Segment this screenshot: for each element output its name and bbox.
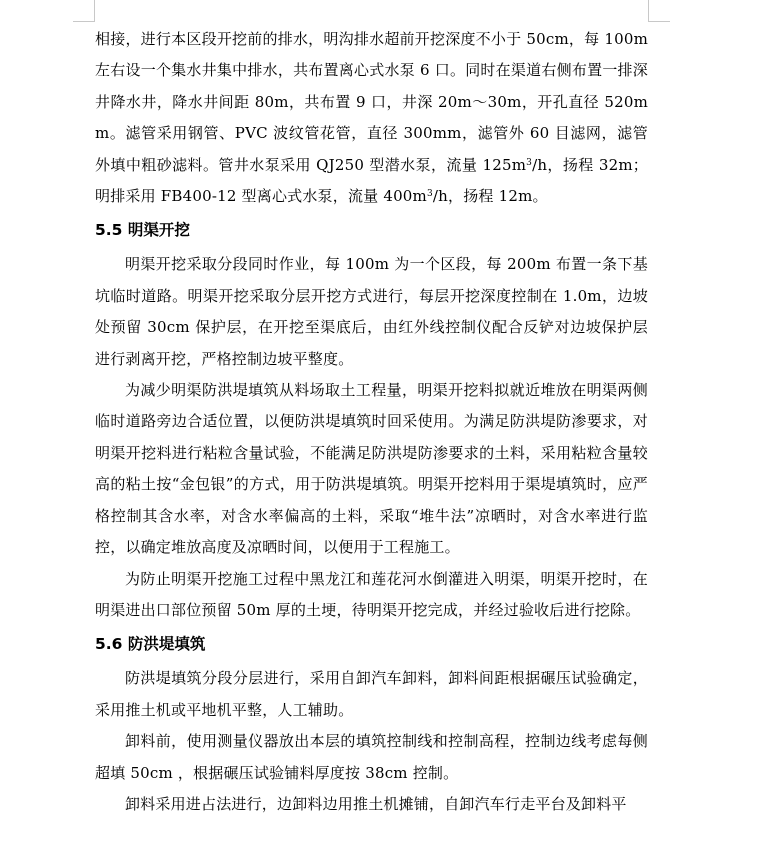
paragraph-5-6-2: 卸料前，使用测量仪器放出本层的填筑控制线和控制高程，控制边线考虑每侧超填 50cm ，根据碾压试验铺料厚度按 38cm 控制。 (95, 732, 648, 782)
superscript-cubic: 3 (426, 189, 433, 200)
superscript-cubic: 3 (526, 157, 533, 168)
section-heading-5-5: 5.5 明渠开挖 (95, 221, 190, 240)
paragraph-continued-text-end: /h，扬程 12m。 (432, 187, 548, 206)
paragraph-5-5-1: 明渠开挖采取分段同时作业，每 100m 为一个区段，每 200m 布置一条下基坑临时道路。明渠开挖采取分层开挖方式进行，每层开挖深度控制在 1.0m，边坡处预留 30cm 保护层，在开挖至渠底后，由红外线控制仪配合反铲对边坡保护层进行剥离开挖，严格控制边坡平整度。 (95, 255, 648, 368)
margin-corner-mark-left (73, 0, 95, 22)
paragraph-5-6-3: 卸料采用进占法进行，边卸料边用推土机摊铺，自卸汽车行走平台及卸料平 (125, 794, 627, 813)
document-body (95, 24, 648, 820)
paragraph-continued-text: 相接，进行本区段开挖前的排水，明沟排水超前开挖深度不小于 50cm，每 100m 左右设一个集水井集中排水，共布置离心式水泵 6 口。同时在渠道右侧布置一排深井降水井，降水井间距 80m，共布置 9 口，井深 20m～30m，开孔直径 520mm。滤管采用钢管、PVC 波纹管花管，直径 300mm，滤管外 60 目滤网，滤管外填中粗砂滤料。管井水泵采用 QJ250 型潜水泵，流量 125m (95, 30, 648, 174)
paragraph-5-5-2: 为减少明渠防洪堤填筑从料场取土工程量，明渠开挖料拟就近堆放在明渠两侧临时道路旁边合适位置，以便防洪堤填筑时回采使用。为满足防洪堤防渗要求，对明渠开挖料进行粘粒含量试验，不能满足防洪堤防渗要求的土料，采用粘粒含量较高的粘土按“金包银”的方式，用于防洪堤填筑。明渠开挖料用于渠堤填筑时，应严格控制其含水率，对含水率偏高的土料，采取“堆牛法”凉晒时，对含水率进行监控，以确定堆放高度及凉晒时间，以便用于工程施工。 (95, 381, 648, 557)
paragraph-continued-text-mid: /h，扬程 32m；明排采用 FB400-12 型离心式水泵，流量 400m (95, 155, 649, 206)
paragraph-continued (95, 24, 648, 212)
margin-corner-mark-right (648, 0, 670, 22)
section-heading-5-6: 5.6 防洪堤填筑 (95, 635, 206, 654)
paragraph-5-5-3: 为防止明渠开挖施工过程中黑龙江和莲花河水倒灌进入明渠，明渠开挖时，在明渠进出口部位预留 50m 厚的土埂，待明渠开挖完成，并经过验收后进行挖除。 (95, 569, 648, 619)
paragraph-5-6-1: 防洪堤填筑分段分层进行，采用自卸汽车卸料，卸料间距根据碾压试验确定，采用推土机或平地机平整，人工辅助。 (95, 669, 648, 719)
